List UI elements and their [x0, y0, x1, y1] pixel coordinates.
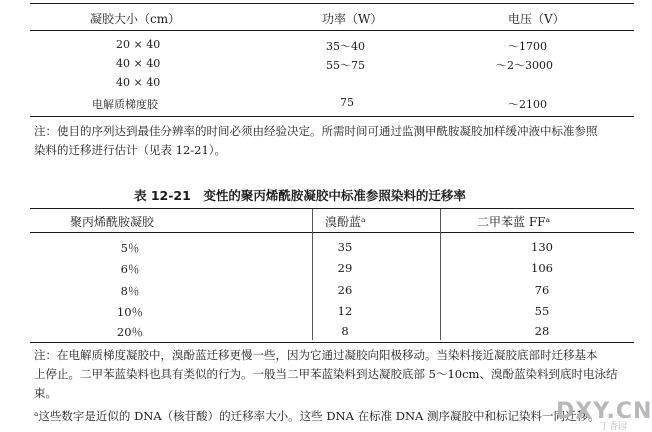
table2-header-xylene: 二甲苯蓝 FFᵃ — [477, 215, 551, 229]
table1-top-rule — [30, 3, 634, 4]
watermark-sub: 丁香园 — [600, 422, 628, 432]
table2-row1-xylene: 130 — [531, 240, 553, 254]
note2-line2: 上停止。二甲苯蓝染料也具有类似的行为。一般当二甲苯蓝染料到达凝胶底部 5～10cm、溴酚蓝染料到底时电泳结 — [34, 367, 618, 381]
table2-col-divider — [312, 209, 313, 340]
table1-header-power: 功率（W） — [322, 12, 383, 26]
table2-header-rule — [30, 232, 634, 233]
table2-row2-xylene: 106 — [531, 261, 553, 275]
table2-header-bromophenol: 溴酚蓝ᵃ — [325, 215, 366, 229]
table2-row3-bromophenol: 26 — [337, 283, 353, 297]
table2-row5-bromophenol: 8 — [341, 324, 349, 338]
table2-caption: 表 12-21 变性的聚丙烯酰胺凝胶中标准参照染料的迁移率 — [134, 188, 466, 203]
note2-line1: 注：在电解质梯度凝胶中，溴酚蓝迁移更慢一些，因为它通过凝胶向阳极移动。当染料接近凝胶底部时迁移基本 — [34, 348, 598, 362]
table2-row2-bromophenol: 29 — [337, 261, 353, 275]
table2-row3-xylene: 76 — [534, 283, 550, 297]
table1-header-size: 凝胶大小（cm） — [90, 12, 181, 26]
table1-row1-size: 20 × 40 — [116, 38, 161, 51]
table1-row1-voltage: ～1700 — [508, 40, 547, 53]
table1-header-rule — [30, 30, 634, 31]
table2-row5-xylene: 28 — [534, 324, 550, 338]
table2-row4-xylene: 55 — [534, 304, 550, 318]
table2-row1-bromophenol: 35 — [337, 240, 353, 254]
table1-row3-size: 40 × 40 — [116, 76, 161, 89]
table1-row2-voltage: ～2～3000 — [496, 59, 553, 72]
table1-row1-power: 35～40 — [326, 40, 365, 53]
table2-col-divider — [440, 209, 441, 340]
table2-bottom-rule — [30, 342, 634, 343]
table1-row4-voltage: ～2100 — [508, 98, 547, 111]
table2-row2-gel: 6％ — [120, 262, 140, 276]
table2-row5-gel: 20％ — [116, 325, 144, 339]
table1-header-voltage: 电压（V） — [508, 12, 565, 26]
table1-bottom-rule — [30, 116, 634, 117]
table2-row4-gel: 10％ — [116, 305, 144, 319]
table2-header-gel: 聚丙烯酰胺凝胶 — [70, 215, 155, 229]
note1-line1: 注：使目的序列达到最佳分辨率的时间必须由经验决定。所需时间可通过监测甲酰胺凝胶加样缓冲液中标准参照 — [34, 124, 598, 138]
note2-line3: 束。 — [34, 386, 57, 400]
table2-row4-bromophenol: 12 — [337, 304, 353, 318]
table2-row3-gel: 8％ — [120, 284, 140, 298]
table1-row4-size: 电解质梯度胶 — [92, 98, 158, 111]
table1-row4-power: 75 — [340, 96, 354, 109]
note1-line2: 染料的迁移进行估计（见表 12-21）。 — [34, 143, 227, 157]
table1-row2-size: 40 × 40 — [116, 57, 161, 70]
footnote: ᵃ这些数字是近似的 DNA（核苷酸）的迁移率大小。这些 DNA 在标准 DNA 测序凝胶中和标记染料一同迁移。 — [34, 409, 600, 423]
watermark-logo: DXY.CN — [556, 399, 652, 424]
table1-row2-power: 55～75 — [326, 59, 365, 72]
table2-row1-gel: 5％ — [120, 241, 140, 255]
table2-top-rule — [30, 208, 634, 209]
